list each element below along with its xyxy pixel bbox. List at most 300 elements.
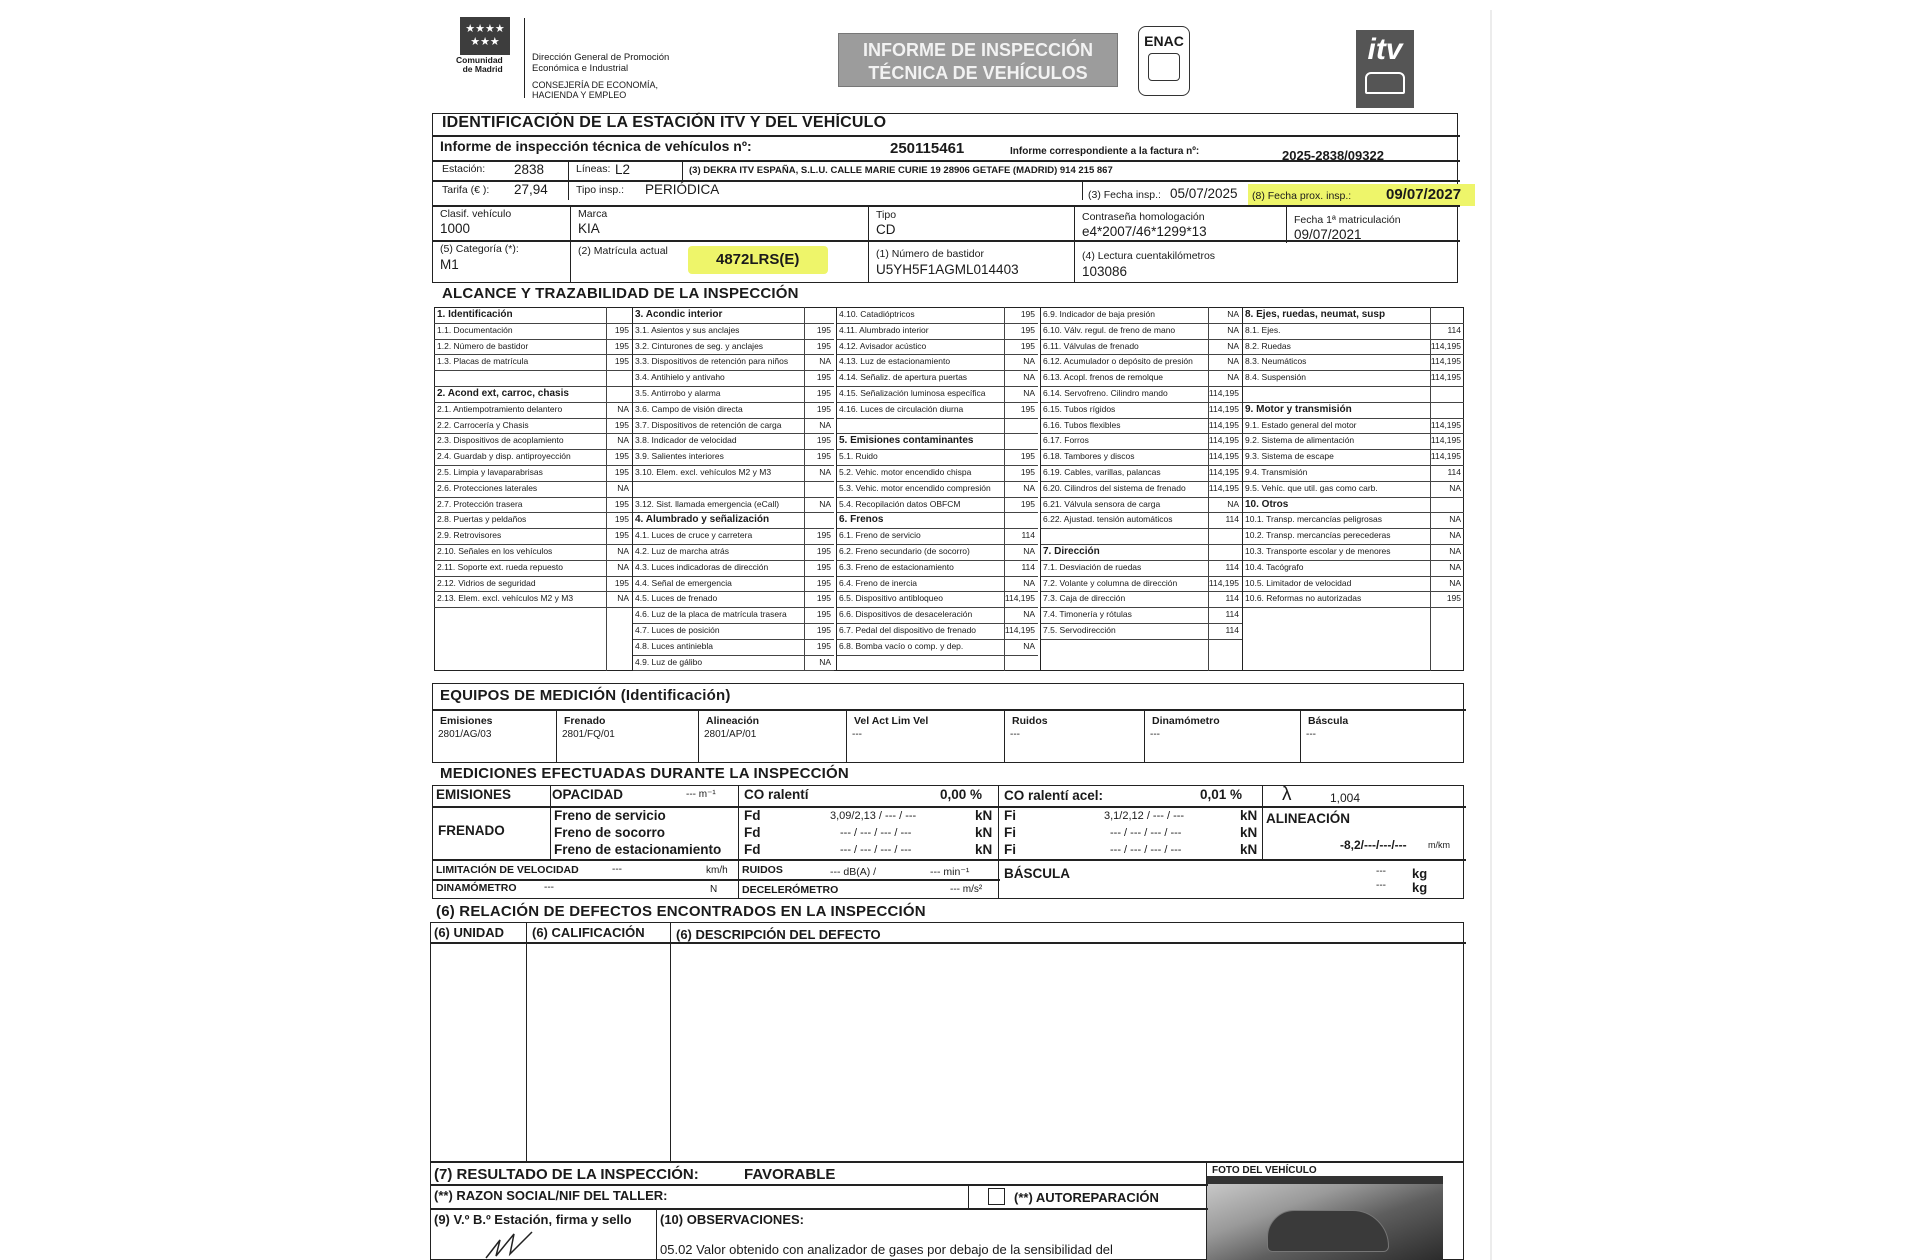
alcance-item: 6.15. Tubos rígidos [1043,403,1116,414]
alcance-item-result: NA [617,403,629,414]
col-calificacion: (6) CALIFICACIÓN [532,925,645,940]
co-ralenti-label: CO ralentí [744,787,809,802]
alcance-item-result: NA [1227,498,1239,509]
grid-row-line [434,497,632,498]
report-number: 250115461 [890,140,965,157]
col-line [698,709,699,763]
alcance-item-result: 195 [816,403,831,414]
alcance-item: 10.1. Transp. mercancías peligrosas [1245,514,1383,525]
fecha-prox-label: (8) Fecha prox. insp.: [1252,190,1352,202]
col-line [868,205,869,283]
dinamometro-label: DINAMÓMETRO [436,882,517,894]
alcance-item: 3.6. Campo de visión directa [635,403,743,414]
equipo-label: Emisiones [440,715,493,727]
equipo-label: Dinamómetro [1152,715,1220,727]
frenado-label: FRENADO [438,823,505,838]
alcance-item: 3.10. Elem. excl. vehículos M2 y M3 [635,467,772,477]
grid-row-line [434,449,632,450]
alcance-item: 6.20. Cilindros del sistema de frenado [1043,482,1186,493]
alcance-item-result: 114,195 [1208,419,1239,430]
alcance-item-result: 195 [816,609,831,620]
ruidos-value: --- dB(A) / [830,866,877,878]
lim-vel-value: --- [612,864,622,875]
alcance-item: 2.8. Puertas y peldaños [437,514,527,525]
alcance-item: 4.5. Luces de frenado [635,593,718,604]
fecha-prox-value: 09/07/2027 [1386,186,1462,203]
ruidos-label: RUIDOS [742,864,783,876]
alcance-item-result: 195 [816,640,831,651]
alcance-item-result: 114,195 [1430,435,1461,446]
opacidad-label: OPACIDAD [552,787,624,802]
col-line [968,1184,969,1208]
alcance-item-result: 195 [816,340,831,351]
matricula-value: 4872LRS(E) [716,251,800,268]
col-line [1262,785,1263,859]
lambda-symbol: λ [1282,784,1292,805]
alcance-item-result: NA [617,561,629,572]
alcance-item-result: 195 [614,324,629,335]
grid-row-line [1040,512,1242,513]
alcance-item-result: NA [1023,356,1035,367]
alcance-item-result: 195 [614,577,629,588]
alcance-item-result: 195 [1020,340,1035,351]
row-line [432,205,1460,207]
alcance-item: 10.4. Tacógrafo [1245,561,1304,572]
lim-vel-label: LIMITACIÓN DE VELOCIDAD [436,864,579,876]
equipo-value: --- [1150,729,1160,740]
alcance-item: 10.6. Reformas no autorizadas [1245,593,1362,604]
grid-row-line [836,386,1038,387]
kn-3: kN [975,842,993,857]
alcance-item: 9.5. Vehíc. que util. gas como carb. [1245,482,1378,493]
col-line [570,205,571,283]
alcance-item-result: 195 [816,625,831,635]
grid-row-line [836,607,1038,608]
dept-line-1: Dirección General de Promoción [532,52,670,63]
alcance-item-result: NA [1023,609,1035,620]
alcance-item-result: NA [1227,372,1239,383]
alcance-item-result: 114,195 [1208,451,1239,462]
alcance-item: 5.4. Recopilación datos OBFCM [839,498,961,509]
alineacion-value: -8,2/---/---/--- [1340,838,1407,852]
row-line [430,942,1466,944]
alcance-item-result: 114 [1225,514,1239,525]
km-label: (4) Lectura cuentakilómetros [1082,250,1216,262]
alcance-item: 4.10. Catadióptricos [839,309,915,319]
kg-2: kg [1412,880,1428,895]
grid-row-line [434,576,632,577]
grid-row-line [836,591,1038,592]
col-line [682,160,683,180]
col-line [656,1208,657,1260]
alcance-item-result: NA [819,467,831,477]
alcance-title: ALCANCE Y TRAZABILIDAD DE LA INSPECCIÓN [442,285,799,302]
col-line [738,785,739,899]
kn-6: kN [1240,842,1258,857]
lambda-value: 1,004 [1330,791,1361,805]
equipos-title: EQUIPOS DE MEDICIÓN (Identificación) [440,687,731,704]
alcance-item: 4.6. Luz de la placa de matrícula trasera [635,609,787,620]
grid-row-line [836,370,1038,371]
equipo-label: Ruidos [1012,715,1048,727]
grid-row-line [836,544,1038,545]
grid-row-line [1040,639,1242,640]
alcance-section-header: 7. Dirección [1043,546,1100,557]
grid-row-line [836,402,1038,403]
homolog-label: Contraseña homologación [1082,211,1205,223]
alcance-item: 6.6. Dispositivos de desaceleración [839,609,973,620]
grid-row-line [836,481,1038,482]
grid-row-line [1040,576,1242,577]
alcance-item-result: 114 [1021,561,1035,572]
alcance-item-result: 114,195 [1208,388,1239,398]
defectos-title: (6) RELACIÓN DE DEFECTOS ENCONTRADOS EN LA INSPECCIÓN [436,903,926,920]
alcance-item-result: NA [617,593,629,604]
alineacion-unit: m/km [1428,840,1450,850]
grid-row-line [434,433,632,434]
itv-logo [1356,30,1414,108]
alcance-item: 6.7. Pedal del dispositivo de frenado [839,625,977,635]
fd-estac: --- / --- / --- / --- [840,844,912,856]
grid-row-line [1040,465,1242,466]
vehicle-photo [1207,1176,1443,1260]
alcance-item: 4.16. Luces de circulación diurna [839,403,964,414]
fecha-mat-value: 09/07/2021 [1294,227,1362,242]
alcance-item: 4.13. Luz de estacionamiento [839,356,951,367]
alcance-item-result: NA [1023,372,1035,383]
alcance-item-result: 195 [1020,403,1035,414]
grid-row-line [434,370,632,371]
alcance-item: 4.11. Alumbrado interior [839,324,929,335]
alcance-item: 6.5. Dispositivo antibloqueo [839,593,943,604]
alcance-item-result: 195 [614,419,629,430]
kn-4: kN [1240,808,1258,823]
dept-line-4: HACIENDA Y EMPLEO [532,90,627,100]
alcance-item-result: 195 [816,435,831,446]
grid-row-line [836,655,1038,656]
alcance-item: 4.7. Luces de posición [635,625,720,635]
alcance-item: 8.3. Neumáticos [1245,356,1307,367]
alcance-item: 4.2. Luz de marcha atrás [635,546,730,556]
grid-row-line [836,449,1038,450]
fd-label-3: Fd [744,842,761,857]
grid-row-line [1040,560,1242,561]
alcance-item-result: NA [1449,577,1461,588]
alcance-item-result: 195 [1020,498,1035,509]
alcance-item: 2.13. Elem. excl. vehículos M2 y M3 [437,593,574,604]
alcance-item: 6.21. Válvula sensora de carga [1043,498,1161,509]
alcance-item: 6.8. Bomba vacío o comp. y dep. [839,640,964,651]
alcance-item-result: NA [1227,340,1239,351]
alcance-item-result: 114,195 [1208,482,1239,493]
grid-row-line [1040,354,1242,355]
alcance-item-result: NA [1449,530,1461,541]
alcance-item: 2.2. Carrocería y Chasis [437,419,529,430]
col-line [526,922,527,1162]
alcance-item-result: 195 [816,388,831,398]
categoria-value: M1 [440,257,459,272]
alcance-item-result: 195 [614,467,629,477]
col-line [846,709,847,763]
fi-label-3: Fi [1004,842,1016,857]
fecha-mat-label: Fecha 1ª matriculación [1294,214,1401,226]
grid-row-line [836,323,1038,324]
alcance-item-result: 114,195 [1430,451,1461,462]
alcance-item: 2.4. Guardab y disp. antiproyección [437,451,571,462]
grid-row-line [836,497,1038,498]
fecha-insp-label: (3) Fecha insp.: [1088,189,1161,201]
alcance-item-result: NA [617,546,629,556]
alcance-item-result: 195 [614,356,629,367]
n-unit: N [710,884,718,895]
alcance-item: 10.3. Transporte escolar y de menores [1245,546,1391,556]
col-line [1286,205,1287,243]
bascula-value-2: --- [1376,880,1386,891]
equipo-label: Alineación [706,715,760,727]
bastidor-label: (1) Número de bastidor [876,248,984,260]
alcance-item: 1.2. Número de bastidor [437,340,529,351]
fecha-insp-value: 05/07/2025 [1170,186,1238,201]
dinamometro-value: --- [544,882,554,893]
alcance-item: 4.4. Señal de emergencia [635,577,732,588]
tipo-value: CD [876,222,896,237]
identification-title: IDENTIFICACIÓN DE LA ESTACIÓN ITV Y DEL VEHÍCULO [442,114,887,131]
alcance-item: 6.16. Tubos flexibles [1043,419,1121,430]
alcance-section-header: 2. Acond ext, carroc, chasis [437,388,569,399]
grid-row-line [434,591,632,592]
alcance-section-header: 10. Otros [1245,498,1289,510]
lines-value: L2 [615,162,631,177]
grid-row-line [1040,591,1242,592]
col-line [1004,709,1005,763]
grid-row-line [1040,402,1242,403]
alcance-item: 2.1. Antiempotramiento delantero [437,403,563,414]
alcance-item-result: 114 [1225,561,1239,572]
alcance-item: 9.3. Sistema de escape [1245,451,1334,462]
photo-timestamp-bar [1207,1176,1443,1184]
alcance-item-result: 195 [816,530,831,541]
col-line [556,709,557,763]
col-unidad: (6) UNIDAD [434,925,505,940]
grid-row-line [836,623,1038,624]
station-company: (3) DEKRA ITV ESPAÑA, S.L.U. CALLE MARIE CURIE 19 28906 GETAFE (MADRID) 914 215 867 [689,165,1113,176]
col-line [1082,180,1083,200]
alcance-item: 6.19. Cables, varillas, palancas [1043,467,1161,477]
homolog-value: e4*2007/46*1299*13 [1082,224,1207,239]
banner-line-1: INFORME DE INSPECCIÓN [862,40,1094,60]
equipo-value: 2801/AP/01 [704,729,757,740]
razon-social-label: (**) RAZON SOCIAL/NIF DEL TALLER: [434,1188,668,1203]
alcance-item: 3.12. Sist. llamada emergencia (eCall) [635,498,780,509]
alcance-item: 6.18. Tambores y discos [1043,451,1135,462]
resultado-label: (7) RESULTADO DE LA INSPECCIÓN: [434,1166,699,1183]
fi-label-2: Fi [1004,825,1016,840]
grid-row-line [1040,544,1242,545]
page-edge [1490,10,1492,1260]
grid-row-line [434,528,632,529]
grid-row-line [1040,449,1242,450]
alcance-item-result: NA [819,356,831,367]
row-line [432,859,1466,861]
report-no-label: Informe de inspección técnica de vehículos nº: [440,138,752,154]
grid-col-line [606,307,607,671]
alcance-item-result: 195 [614,530,629,541]
matricula-label: (2) Matrícula actual [578,245,668,257]
col-line [1144,709,1145,763]
kn-5: kN [1240,825,1258,840]
grid-row-line [1040,623,1242,624]
decelerometro-value: --- m/s² [950,884,983,895]
alcance-item-result: 195 [614,514,629,525]
equipo-value: 2801/FQ/01 [562,729,615,740]
car-silhouette [1267,1210,1389,1252]
grid-col-line [1208,307,1209,671]
alcance-item: 6.9. Indicador de baja presión [1043,309,1155,319]
grid-row-line [1040,418,1242,419]
grid-row-line [434,512,632,513]
grid-row-line [434,465,632,466]
tipo-insp-value: PERIÓDICA [645,182,720,197]
invoice-number: 2025-2838/09322 [1282,148,1384,163]
alcance-item: 2.3. Dispositivos de acoplamiento [437,435,564,446]
alcance-item: 2.9. Retrovisores [437,530,502,541]
opacidad-value: --- m⁻¹ [686,789,716,800]
bastidor-value: U5YH5F1AGML014403 [876,262,1019,277]
alcance-item: 2.6. Protecciones laterales [437,482,538,493]
alcance-item-result: 114 [1447,467,1461,477]
co-acel-value: 0,01 % [1200,787,1243,802]
alcance-item-result: 114,195 [1004,593,1035,604]
fd-label-2: Fd [744,825,761,840]
logo-divider [524,18,525,98]
autoreparacion-checkbox[interactable] [988,1188,1005,1205]
alcance-item: 7.4. Timonería y rótulas [1043,609,1132,620]
alcance-item: 6.22. Ajustad. tensión automáticos [1043,514,1173,525]
alcance-item: 3.1. Asientos y sus anclajes [635,324,740,335]
co-acel-label: CO ralentí acel: [1004,788,1104,803]
alcance-section-header: 6. Frenos [839,514,884,526]
grid-row-line [434,354,632,355]
autoreparacion-label: (**) AUTOREPARACIÓN [1014,1190,1159,1205]
clasif-value: 1000 [440,221,471,236]
row-line [432,180,1460,182]
alcance-item-result: 195 [816,451,831,462]
alcance-item-result: 114,195 [1430,340,1461,351]
alcance-item-result: 114 [1021,530,1035,541]
row-line [432,135,1460,137]
alcance-item: 4.1. Luces de cruce y carretera [635,530,753,541]
alcance-item: 6.3. Freno de estacionamiento [839,561,954,572]
alcance-section-header: 8. Ejes, ruedas, neumat, susp [1245,309,1386,320]
alcance-item-result: 195 [1020,451,1035,462]
alcance-item: 6.17. Forros [1043,435,1089,446]
alcance-item: 3.7. Dispositivos de retención de carga [635,419,782,430]
enac-seal [1138,26,1190,96]
alcance-item: 8.2. Ruedas [1245,340,1291,351]
alcance-section-header: 3. Acondic interior [635,309,723,320]
grid-row-line [434,544,632,545]
grid-row-line [1040,528,1242,529]
fd-servicio: 3,09/2,13 / --- / --- [830,810,917,822]
col-line [998,785,999,899]
grid-row-line [434,339,632,340]
alcance-item: 3.9. Salientes interiores [635,451,724,462]
alcance-item-result: NA [1023,482,1035,493]
alcance-item: 4.9. Luz de gálibo [635,656,703,667]
dept-line-2: Económica e Industrial [532,63,629,74]
tarifa-value: 27,94 [514,182,548,197]
alcance-item: 5.1. Ruido [839,451,878,462]
alcance-item-result: 195 [816,577,831,588]
alcance-item: 1.3. Placas de matrícula [437,356,529,367]
tipo-insp-label: Tipo insp.: [576,184,625,196]
equipo-value: --- [1306,729,1316,740]
resultado-value: FAVORABLE [744,1166,836,1183]
tarifa-label: Tarifa (€ ): [442,184,490,196]
emisiones-label: EMISIONES [436,787,512,802]
alcance-item-result: 195 [614,340,629,351]
alcance-item: 2.11. Soporte ext. rueda repuesto [437,561,564,572]
grid-row-line [836,433,1038,434]
alcance-item-result: NA [1023,640,1035,651]
fd-label-1: Fd [744,808,761,823]
report-banner [838,33,1118,87]
row-line [432,879,1000,881]
grid-row-line [836,639,1038,640]
grid-row-line [434,402,632,403]
alcance-item-result: NA [819,419,831,430]
foto-label: FOTO DEL VEHÍCULO [1212,1165,1317,1176]
alcance-item-result: 114 [1225,625,1239,635]
col-line [670,922,671,1162]
alcance-item-result: NA [1449,546,1461,556]
alcance-item-result: 114 [1225,593,1239,604]
grid-row-line [434,481,632,482]
alcance-item-result: 195 [816,372,831,383]
row-line [432,240,1460,242]
fi-socorro: --- / --- / --- / --- [1110,827,1182,839]
observaciones-text: 05.02 Valor obtenido con analizador de gases por debajo de la sensibilidad del [660,1242,1113,1257]
decelerometro-label: DECELERÓMETRO [742,884,839,896]
invoice-label: Informe correspondiente a la factura nº: [1010,146,1200,157]
row-line [430,1208,1208,1210]
kn-2: kN [975,825,993,840]
alcance-item-result: 114 [1447,324,1461,335]
alcance-item: 7.1. Desviación de ruedas [1043,561,1142,572]
equipo-value: --- [852,729,862,740]
fd-socorro: --- / --- / --- / --- [840,827,912,839]
col-descripcion: (6) DESCRIPCIÓN DEL DEFECTO [676,927,881,942]
fi-label-1: Fi [1004,808,1016,823]
row-line [432,709,1466,711]
grid-row-line [836,339,1038,340]
alcance-item: 3.2. Cinturones de seg. y anclajes [635,340,764,351]
grid-row-line [1040,323,1242,324]
alcance-item: 6.4. Freno de inercia [839,577,917,588]
grid-row-line [1040,607,1242,608]
alcance-item: 5.3. Vehic. motor encendido compresión [839,482,991,493]
alcance-item-result: 195 [1446,593,1461,604]
fi-estac: --- / --- / --- / --- [1110,844,1182,856]
col-line [1074,205,1075,283]
categoria-label: (5) Categoría (*): [440,243,519,255]
km-value: 103086 [1082,264,1128,279]
alcance-item-result: 114,195 [1004,625,1035,635]
grid-row-line [836,528,1038,529]
equipo-label: Báscula [1308,715,1349,727]
alcance-item: 2.10. Señales en los vehículos [437,546,553,556]
alcance-item-result: 195 [1020,467,1035,477]
